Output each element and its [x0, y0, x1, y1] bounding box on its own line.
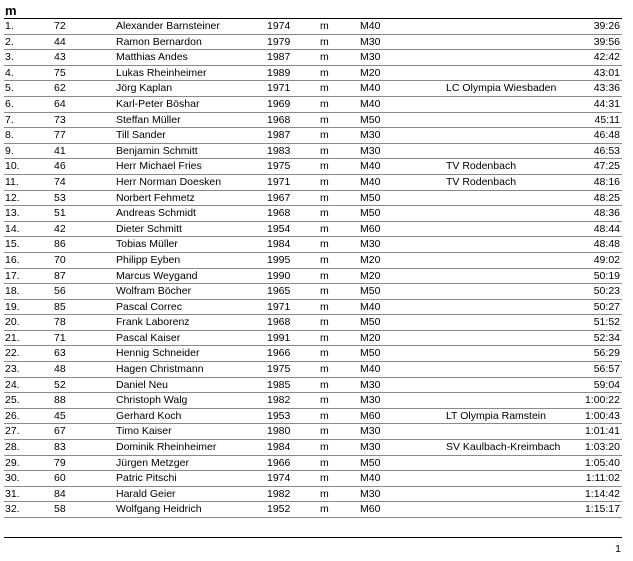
year-cell: 1969: [267, 97, 291, 110]
result-row: [4, 362, 622, 378]
year-cell: 1989: [267, 66, 291, 79]
bib-cell: 43: [54, 51, 66, 64]
year-cell: 1990: [267, 269, 291, 282]
time-cell: 52:34: [593, 331, 620, 344]
bib-cell: 84: [54, 487, 66, 500]
sex-cell: m: [320, 394, 329, 407]
result-row: [4, 19, 622, 35]
place-cell: 8.: [5, 129, 14, 142]
bib-cell: 86: [54, 238, 66, 251]
result-row: [4, 346, 622, 362]
sex-cell: m: [320, 285, 329, 298]
result-row: [4, 300, 622, 316]
sex-cell: m: [320, 238, 329, 251]
sex-cell: m: [320, 487, 329, 500]
bib-cell: 78: [54, 316, 66, 329]
class-cell: M50: [360, 191, 381, 204]
sex-cell: m: [320, 316, 329, 329]
sex-cell: m: [320, 144, 329, 157]
name-cell: Steffan Müller: [116, 113, 181, 126]
year-cell: 1985: [267, 378, 291, 391]
name-cell: Alexander Barnsteiner: [116, 20, 220, 32]
bib-cell: 70: [54, 253, 66, 266]
bib-cell: 71: [54, 331, 66, 344]
result-row: [4, 378, 622, 394]
result-row: [4, 456, 622, 472]
time-cell: 46:48: [593, 129, 620, 142]
place-cell: 19.: [5, 300, 20, 313]
name-cell: Herr Michael Fries: [116, 160, 202, 173]
time-cell: 44:31: [593, 97, 620, 110]
year-cell: 1995: [267, 253, 291, 266]
year-cell: 1966: [267, 456, 291, 469]
place-cell: 29.: [5, 456, 20, 469]
class-cell: M30: [360, 394, 381, 407]
sex-cell: m: [320, 253, 329, 266]
name-cell: Benjamin Schmitt: [116, 144, 198, 157]
result-row: [4, 331, 622, 347]
time-cell: 1:01:41: [584, 425, 620, 438]
class-cell: M30: [360, 144, 381, 157]
class-cell: M50: [360, 285, 381, 298]
time-cell: 50:23: [593, 285, 620, 298]
result-row: [4, 159, 622, 175]
sex-cell: m: [320, 331, 329, 344]
year-cell: 1971: [267, 300, 291, 313]
time-cell: 1:00:22: [584, 394, 620, 407]
result-row: [4, 97, 622, 113]
time-cell: 49:02: [593, 253, 620, 266]
name-cell: Daniel Neu: [116, 378, 168, 391]
place-cell: 32.: [5, 503, 20, 516]
year-cell: 1971: [267, 82, 291, 95]
result-row: [4, 502, 622, 518]
time-cell: 48:44: [593, 222, 620, 235]
place-cell: 15.: [5, 238, 20, 251]
class-cell: M40: [360, 175, 381, 188]
sex-cell: m: [320, 175, 329, 188]
name-cell: Lukas Rheinheimer: [116, 66, 207, 79]
time-cell: 1:15:17: [584, 503, 620, 516]
name-cell: Dominik Rheinheimer: [116, 441, 217, 454]
result-row: [4, 315, 622, 331]
year-cell: 1974: [267, 472, 291, 485]
result-row: [4, 471, 622, 487]
name-cell: Pascal Correc: [116, 300, 182, 313]
time-cell: 45:11: [594, 113, 620, 126]
time-cell: 1:11:02: [585, 472, 620, 485]
name-cell: Dieter Schmitt: [116, 222, 182, 235]
bib-cell: 62: [54, 82, 66, 95]
place-cell: 21.: [5, 331, 20, 344]
year-cell: 1984: [267, 441, 291, 454]
sex-cell: m: [320, 66, 329, 79]
name-cell: Frank Laborenz: [116, 316, 190, 329]
place-cell: 4.: [5, 66, 14, 79]
result-row: [4, 50, 622, 66]
sex-cell: m: [320, 503, 329, 516]
class-cell: M60: [360, 222, 381, 235]
year-cell: 1987: [267, 129, 291, 142]
year-cell: 1987: [267, 51, 291, 64]
year-cell: 1979: [267, 35, 291, 48]
place-cell: 6.: [5, 97, 14, 110]
class-cell: M40: [360, 82, 381, 95]
result-row: [4, 113, 622, 129]
sex-cell: m: [320, 35, 329, 48]
class-cell: M20: [360, 66, 381, 79]
place-cell: 25.: [5, 394, 20, 407]
time-cell: 43:36: [593, 82, 620, 95]
place-cell: 31.: [5, 487, 20, 500]
place-cell: 5.: [5, 82, 14, 95]
club-cell: TV Rodenbach: [446, 160, 517, 173]
result-row: [4, 66, 622, 82]
class-cell: M40: [360, 472, 381, 485]
sex-cell: m: [320, 51, 329, 64]
bib-cell: 77: [54, 129, 66, 142]
result-row: [4, 253, 622, 269]
year-cell: 1968: [267, 113, 291, 126]
time-cell: 47:25: [593, 160, 620, 173]
class-cell: M40: [360, 300, 381, 313]
time-cell: 48:36: [593, 207, 620, 220]
year-cell: 1984: [267, 238, 291, 251]
name-cell: Harald Geier: [116, 487, 176, 500]
class-cell: M30: [360, 238, 381, 251]
year-cell: 1953: [267, 409, 291, 422]
result-row: [4, 35, 622, 51]
year-cell: 1965: [267, 285, 291, 298]
club-cell: LT Olympia Ramstein: [446, 409, 546, 422]
name-cell: Herr Norman Doesken: [116, 175, 222, 188]
year-cell: 1971: [267, 175, 291, 188]
time-cell: 48:25: [593, 191, 620, 204]
class-cell: M30: [360, 129, 381, 142]
bib-cell: 63: [54, 347, 66, 360]
time-cell: 42:42: [593, 51, 620, 64]
section-title: m: [5, 3, 17, 18]
name-cell: Norbert Fehmetz: [116, 191, 195, 204]
result-row: [4, 144, 622, 160]
class-cell: M30: [360, 378, 381, 391]
time-cell: 39:56: [593, 35, 620, 48]
class-cell: M60: [360, 409, 381, 422]
bib-cell: 56: [54, 285, 66, 298]
result-row: [4, 440, 622, 456]
class-cell: M40: [360, 363, 381, 376]
year-cell: 1954: [267, 222, 291, 235]
bib-cell: 46: [54, 160, 66, 173]
class-cell: M30: [360, 441, 381, 454]
result-row: [4, 269, 622, 285]
club-cell: SV Kaulbach-Kreimbach: [446, 441, 561, 454]
class-cell: M20: [360, 331, 381, 344]
sex-cell: m: [320, 207, 329, 220]
result-row: [4, 424, 622, 440]
time-cell: 51:52: [593, 316, 620, 329]
result-row: [4, 206, 622, 222]
year-cell: 1991: [267, 331, 291, 344]
time-cell: 50:27: [593, 300, 620, 313]
class-cell: M60: [360, 503, 381, 516]
time-cell: 48:48: [593, 238, 620, 251]
class-cell: M40: [360, 20, 381, 32]
sex-cell: m: [320, 82, 329, 95]
result-row: [4, 175, 622, 191]
class-cell: M30: [360, 487, 381, 500]
result-row: [4, 487, 622, 503]
result-row: [4, 393, 622, 409]
year-cell: 1952: [267, 503, 291, 516]
name-cell: Philipp Eyben: [116, 253, 181, 266]
class-cell: M30: [360, 425, 381, 438]
result-row: [4, 128, 622, 144]
name-cell: Ramon Bernardon: [116, 35, 202, 48]
place-cell: 9.: [5, 144, 14, 157]
time-cell: 1:00:43: [584, 409, 620, 422]
sex-cell: m: [320, 20, 329, 32]
sex-cell: m: [320, 425, 329, 438]
time-cell: 39:26: [593, 20, 620, 32]
time-cell: 43:01: [593, 66, 620, 79]
time-cell: 1:05:40: [584, 456, 620, 469]
place-cell: 22.: [5, 347, 20, 360]
name-cell: Wolfgang Heidrich: [116, 503, 202, 516]
bib-cell: 41: [54, 144, 66, 157]
name-cell: Jürgen Metzger: [116, 456, 189, 469]
sex-cell: m: [320, 472, 329, 485]
time-cell: 1:03:20: [584, 441, 620, 454]
time-cell: 1:14:42: [584, 487, 620, 500]
bib-cell: 53: [54, 191, 66, 204]
place-cell: 17.: [5, 269, 20, 282]
place-cell: 20.: [5, 316, 20, 329]
class-cell: M30: [360, 51, 381, 64]
sex-cell: m: [320, 378, 329, 391]
bib-cell: 75: [54, 66, 66, 79]
place-cell: 1.: [5, 20, 14, 32]
name-cell: Marcus Weygand: [116, 269, 198, 282]
result-row: [4, 237, 622, 253]
bib-cell: 79: [54, 456, 66, 469]
class-cell: M40: [360, 160, 381, 173]
time-cell: 50:19: [593, 269, 620, 282]
name-cell: Matthias Andes: [116, 51, 188, 64]
place-cell: 24.: [5, 378, 20, 391]
place-cell: 16.: [5, 253, 20, 266]
bib-cell: 74: [54, 175, 66, 188]
name-cell: Andreas Schmidt: [116, 207, 196, 220]
sex-cell: m: [320, 347, 329, 360]
place-cell: 28.: [5, 441, 20, 454]
year-cell: 1967: [267, 191, 291, 204]
results-table: [4, 18, 622, 518]
place-cell: 18.: [5, 285, 20, 298]
class-cell: M50: [360, 316, 381, 329]
place-cell: 12.: [5, 191, 20, 204]
sex-cell: m: [320, 160, 329, 173]
name-cell: Timo Kaiser: [116, 425, 172, 438]
bib-cell: 58: [54, 503, 66, 516]
bib-cell: 73: [54, 113, 66, 126]
sex-cell: m: [320, 191, 329, 204]
class-cell: M30: [360, 35, 381, 48]
footer-divider: [4, 537, 622, 538]
result-row: [4, 222, 622, 238]
bib-cell: 87: [54, 269, 66, 282]
name-cell: Christoph Walg: [116, 394, 188, 407]
year-cell: 1983: [267, 144, 291, 157]
bib-cell: 52: [54, 378, 66, 391]
class-cell: M50: [360, 113, 381, 126]
bib-cell: 48: [54, 363, 66, 376]
name-cell: Pascal Kaiser: [116, 331, 181, 344]
year-cell: 1975: [267, 160, 291, 173]
bib-cell: 85: [54, 300, 66, 313]
club-cell: LC Olympia Wiesbaden: [446, 82, 557, 95]
place-cell: 2.: [5, 35, 14, 48]
bib-cell: 88: [54, 394, 66, 407]
name-cell: Gerhard Koch: [116, 409, 182, 422]
time-cell: 56:57: [593, 363, 620, 376]
place-cell: 7.: [5, 113, 14, 126]
class-cell: M20: [360, 253, 381, 266]
place-cell: 27.: [5, 425, 20, 438]
class-cell: M50: [360, 347, 381, 360]
sex-cell: m: [320, 269, 329, 282]
place-cell: 3.: [5, 51, 14, 64]
place-cell: 10.: [5, 160, 20, 173]
name-cell: Jörg Kaplan: [116, 82, 173, 95]
bib-cell: 51: [54, 207, 66, 220]
name-cell: Wolfram Böcher: [116, 285, 192, 298]
place-cell: 23.: [5, 363, 20, 376]
sex-cell: m: [320, 300, 329, 313]
name-cell: Patric Pitschi: [116, 472, 177, 485]
place-cell: 13.: [5, 207, 20, 220]
place-cell: 11.: [5, 175, 19, 188]
name-cell: Karl-Peter Böshar: [116, 97, 200, 110]
result-row: [4, 191, 622, 207]
time-cell: 46:53: [593, 144, 620, 157]
page-number: 1: [615, 543, 621, 555]
bib-cell: 42: [54, 222, 66, 235]
time-cell: 56:29: [593, 347, 620, 360]
sex-cell: m: [320, 441, 329, 454]
sex-cell: m: [320, 97, 329, 110]
bib-cell: 64: [54, 97, 66, 110]
place-cell: 26.: [5, 409, 20, 422]
result-row: [4, 284, 622, 300]
bib-cell: 67: [54, 425, 66, 438]
club-cell: TV Rodenbach: [446, 175, 517, 188]
name-cell: Tobias Müller: [116, 238, 178, 251]
sex-cell: m: [320, 113, 329, 126]
bib-cell: 83: [54, 441, 66, 454]
year-cell: 1975: [267, 363, 291, 376]
result-row: [4, 409, 622, 425]
bib-cell: 44: [54, 35, 66, 48]
year-cell: 1974: [267, 20, 291, 32]
class-cell: M50: [360, 456, 381, 469]
sex-cell: m: [320, 129, 329, 142]
sex-cell: m: [320, 222, 329, 235]
year-cell: 1980: [267, 425, 291, 438]
sex-cell: m: [320, 456, 329, 469]
result-row: [4, 81, 622, 97]
class-cell: M20: [360, 269, 381, 282]
year-cell: 1968: [267, 316, 291, 329]
name-cell: Hennig Schneider: [116, 347, 200, 360]
year-cell: 1982: [267, 394, 291, 407]
bib-cell: 45: [54, 409, 66, 422]
time-cell: 48:16: [593, 175, 620, 188]
class-cell: M40: [360, 97, 381, 110]
place-cell: 14.: [5, 222, 20, 235]
place-cell: 30.: [5, 472, 20, 485]
name-cell: Hagen Christmann: [116, 363, 204, 376]
sex-cell: m: [320, 409, 329, 422]
time-cell: 59:04: [593, 378, 620, 391]
year-cell: 1966: [267, 347, 291, 360]
class-cell: M50: [360, 207, 381, 220]
year-cell: 1982: [267, 487, 291, 500]
bib-cell: 60: [54, 472, 66, 485]
sex-cell: m: [320, 363, 329, 376]
bib-cell: 72: [54, 20, 66, 32]
name-cell: Till Sander: [116, 129, 166, 142]
year-cell: 1968: [267, 207, 291, 220]
